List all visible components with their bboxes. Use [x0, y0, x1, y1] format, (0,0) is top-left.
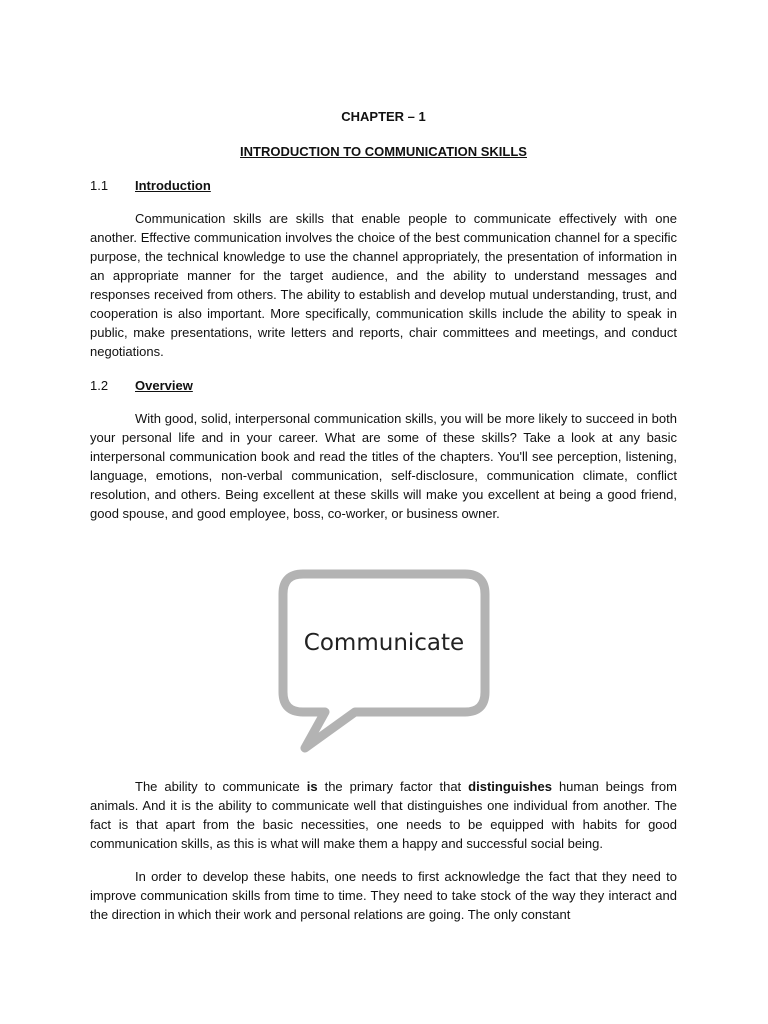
section-number: 1.1 — [90, 178, 109, 193]
section-title: Overview — [135, 378, 193, 393]
section-title: Introduction — [135, 178, 211, 193]
bubble-text: Communicate — [303, 630, 465, 656]
section-number: 1.2 — [90, 378, 109, 393]
paragraph-introduction: Communication skills are skills that enable people to communicate effectively with one another. Effective communication involves the choice of the best communication channel for a specific purpose, the technical knowledge to use the channel appropriately, the presentation of information in an appropriate manner for the target audience, and the ability to understand messages and responses received from others. The ability to establish and develop mutual understanding, trust, and cooperation is also important. More specifically, communication skills include the ability to speak in public, make presentations, write letters and reports, chair committees and meetings, and conduct negotiations. — [90, 211, 677, 359]
paragraph-distinguishes: The ability to communicate is the primary factor that distinguishes human beings from animals. And it is the ability to communicate well that distinguishes one individual from another. The fact is that apart from the basic necessities, one needs to be equipped with habits for good communication skills, as this is what will make them a happy and successful social being. — [90, 779, 677, 851]
document-page — [90, 0, 677, 1024]
section-heading-overview — [90, 377, 193, 394]
speech-bubble-icon — [233, 560, 533, 760]
paragraph-habits: In order to develop these habits, one needs to first acknowledge the fact that they need to improve communication skills from time to time. They need to take stock of the way they interact and the direction in which their work and personal relations are going. The only constant — [90, 869, 677, 922]
section-heading-introduction — [90, 177, 211, 194]
communicate-figure — [233, 560, 533, 760]
chapter-title: INTRODUCTION TO COMMUNICATION SKILLS — [240, 144, 527, 159]
chapter-number: CHAPTER – 1 — [341, 109, 426, 124]
paragraph-overview: With good, solid, interpersonal communication skills, you will be more likely to succeed in both your personal life and in your career. What are some of these skills? Take a look at any basic interpersonal communication book and read the titles of the chapters. You'll see perception, listening, language, emotions, non-verbal communication, self-disclosure, communication climate, conflict resolution, and others. Being excellent at these skills will make you excellent at being a good friend, good spouse, and good employee, boss, co-worker, or business owner. — [90, 411, 677, 521]
